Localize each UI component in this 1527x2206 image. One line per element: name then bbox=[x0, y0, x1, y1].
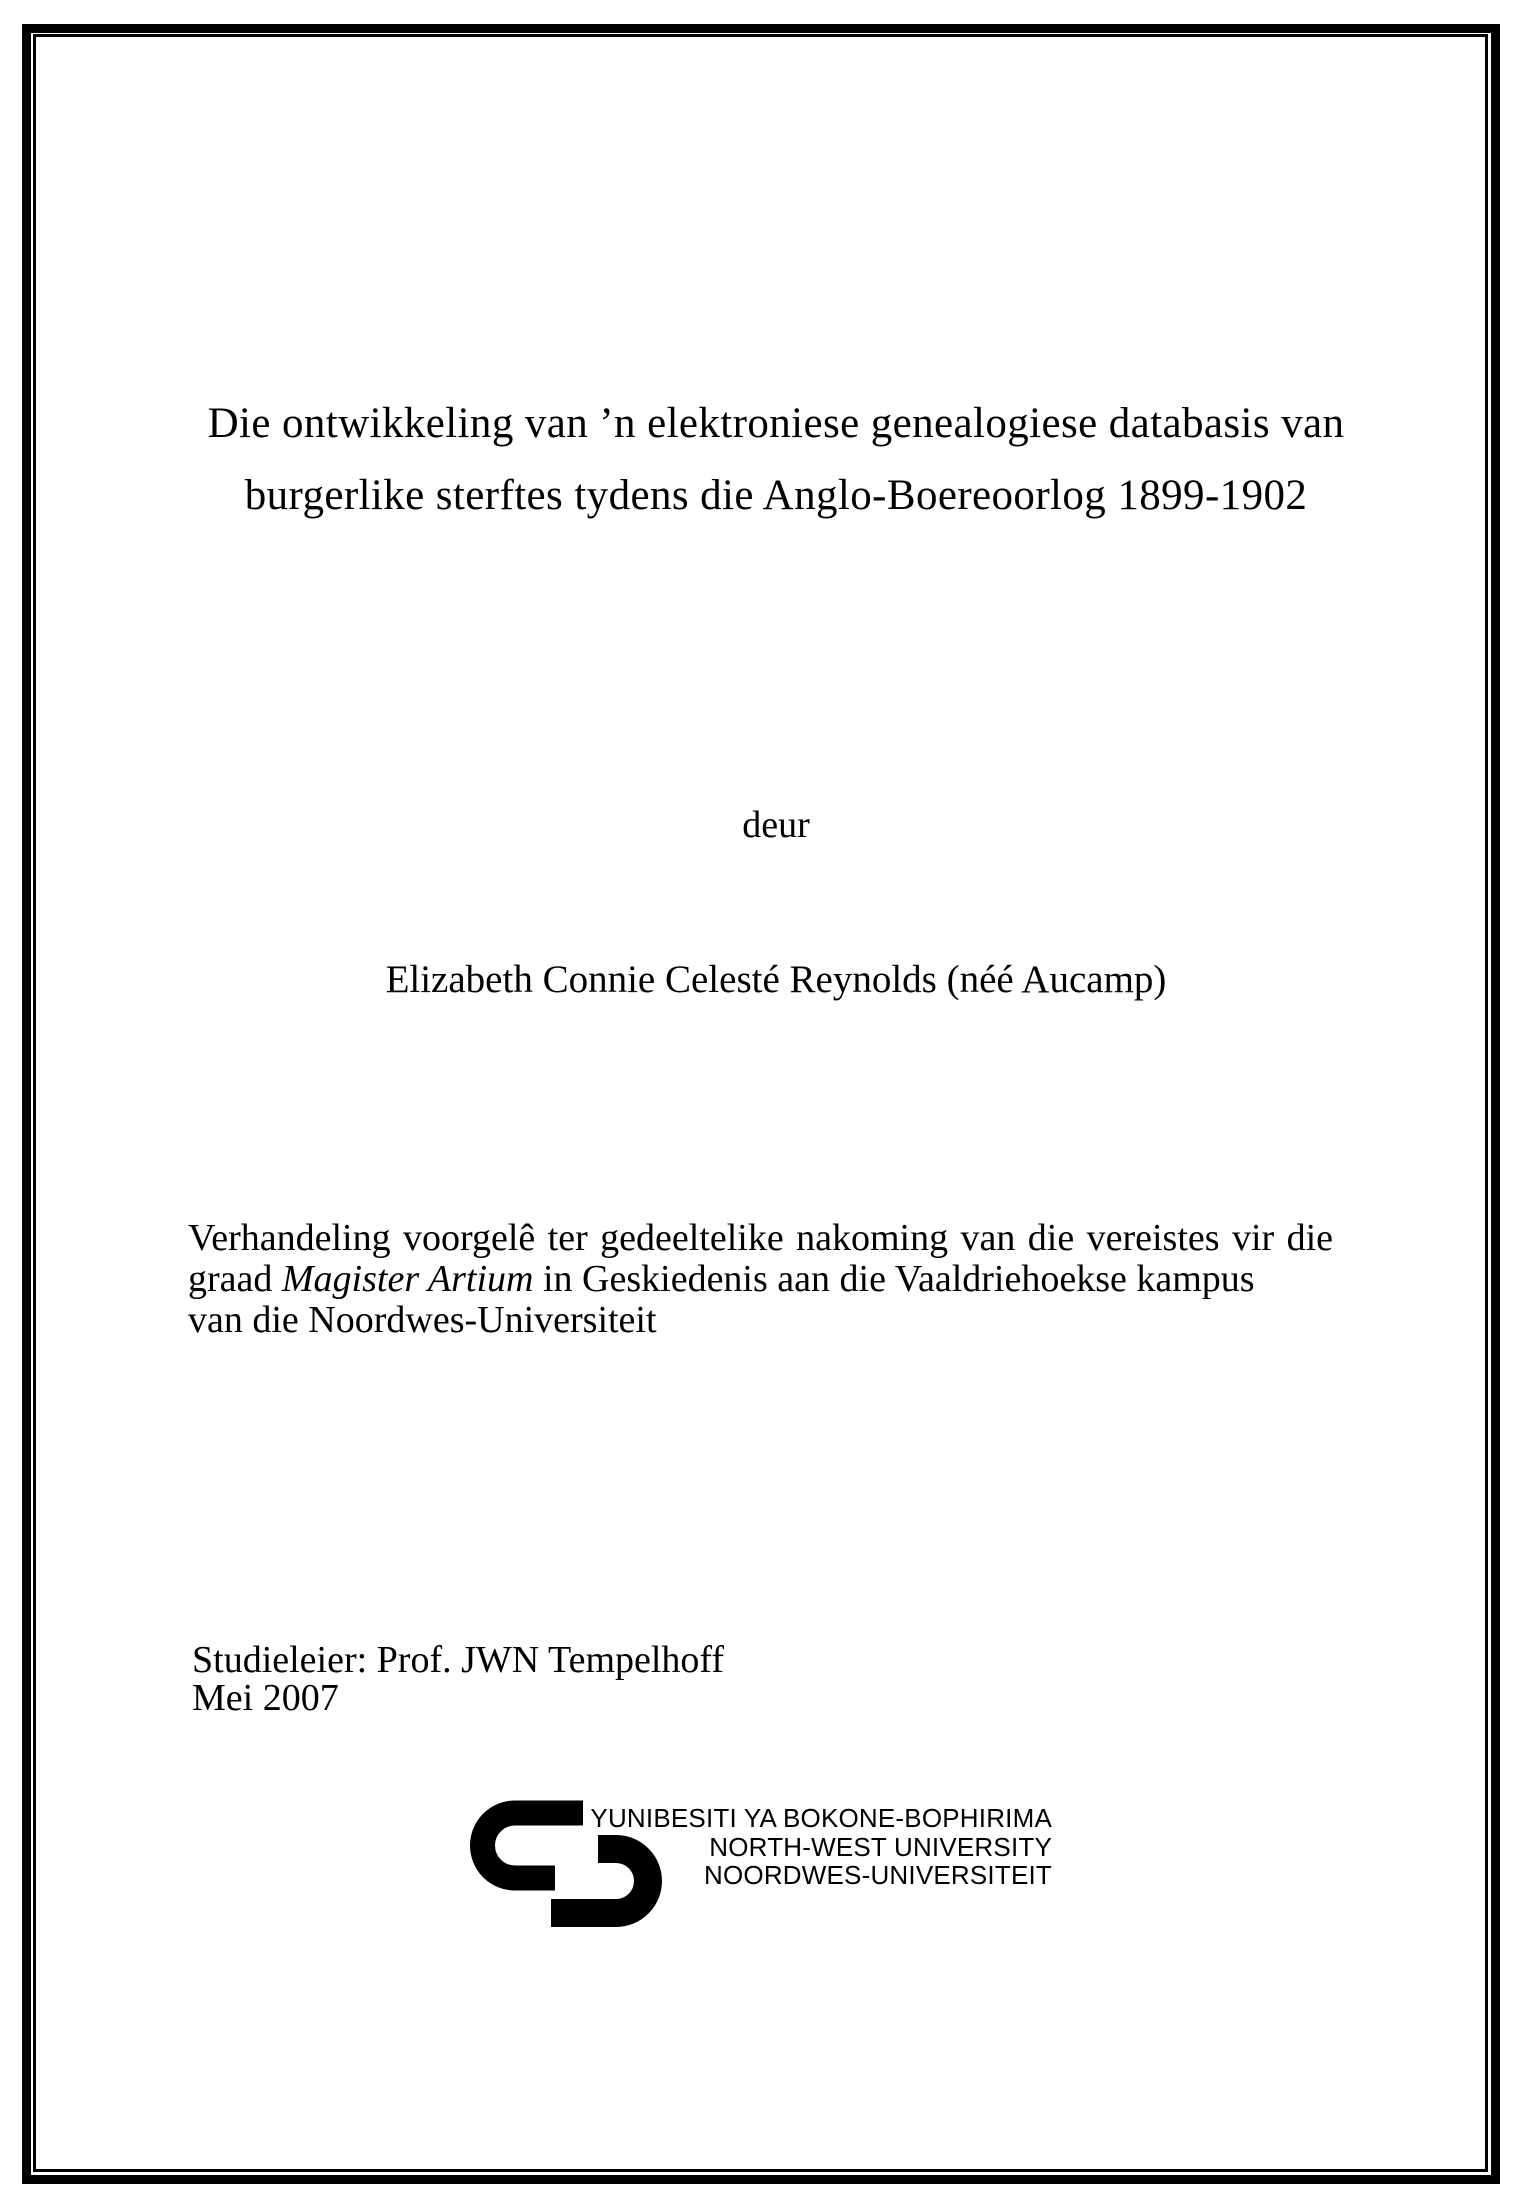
degree-statement bbox=[188, 1218, 1333, 1341]
thesis-title-line-2: burgerlike sterftes tydens die Anglo-Boereoorlog 1899-1902 bbox=[244, 472, 1308, 519]
supervisor-line: Studieleier: Prof. JWN Tempelhoff bbox=[192, 1639, 725, 1681]
logo-line-english: NORTH-WEST UNIVERSITY bbox=[709, 1831, 1052, 1862]
degree-statement-line-2-post: in Geskiedenis aan die Vaaldriehoekse kampus bbox=[533, 1258, 1255, 1300]
degree-statement-line-3: van die Noordwes-Universiteit bbox=[188, 1299, 657, 1341]
degree-statement-line-2 bbox=[188, 1259, 1333, 1300]
author-name: Elizabeth Connie Celesté Reynolds (néé Aucamp) bbox=[385, 958, 1167, 1001]
logo-line-afrikaans: NOORDWES-UNIVERSITEIT bbox=[704, 1860, 1052, 1890]
degree-statement-line-2-italic: Magister Artium bbox=[281, 1258, 534, 1300]
degree-statement-line-1: Verhandeling voorgelê ter gedeeltelike nakoming van die vereistes vir die bbox=[188, 1217, 1333, 1259]
logo-line-setswana: YUNIBESITI YA BOKONE-BOPHIRIMA bbox=[590, 1803, 1052, 1833]
thesis-title-line-1: Die ontwikkeling van ’n elektroniese genealogiese databasis van bbox=[207, 400, 1345, 447]
degree-statement-line-2-pre: graad bbox=[188, 1258, 282, 1300]
byline: deur bbox=[742, 804, 810, 846]
supervisor-block bbox=[192, 1641, 724, 1717]
date-line: Mei 2007 bbox=[192, 1677, 339, 1719]
nwu-logo-wordmark bbox=[585, 1804, 1052, 1890]
